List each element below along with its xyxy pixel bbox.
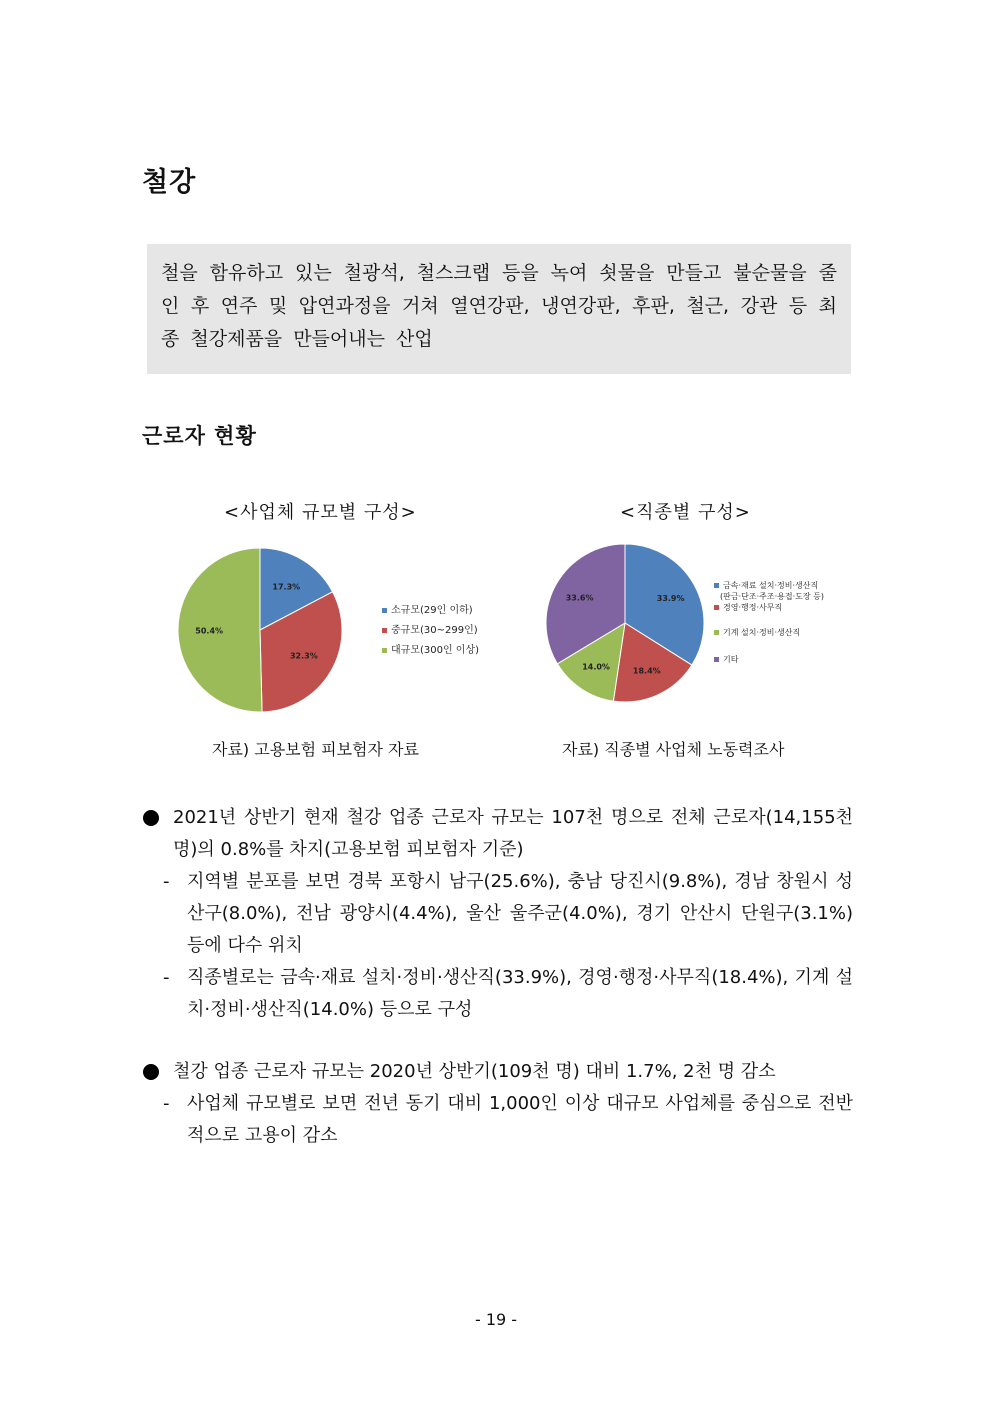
sub-bullet-text: 직종별로는 금속·재료 설치·정비·생산직(33.9%), 경영·행정·사무직(18.4%), 기계 설치·정비·생산직(14.0%) 등으로 구성	[187, 967, 853, 1020]
chart1-title: <사업체 규모별 구성>	[224, 502, 417, 523]
dash-icon: -	[163, 1093, 170, 1114]
page-title: 철강	[142, 167, 197, 198]
legend-swatch	[382, 648, 387, 653]
bullet-text: 철강 업종 근로자 규모는 2020년 상반기(109천 명) 대비 1.7%, 2천 명 감소	[173, 1061, 776, 1082]
sub-bullet-text: 지역별 분포를 보면 경북 포항시 남구(25.6%), 충남 당진시(9.8%), 경남 창원시 성산구(8.0%), 전남 광양시(4.4%), 울산 울주군(4.0%), 경기 안산시 단원구(3.1%) 등에 다수 위치	[187, 871, 853, 956]
chart1-legend	[382, 604, 479, 664]
bullet-section	[143, 802, 853, 1152]
chart2-legend-item	[714, 654, 824, 665]
chart2-source: 자료) 직종별 사업체 노동력조사	[562, 740, 785, 759]
sub-bullet-item	[143, 1088, 853, 1152]
chart2-legend-label: 경영·행정·사무직	[723, 603, 783, 612]
dash-icon: -	[163, 967, 170, 988]
chart2-legend-label: 기계 설치·정비·생산직	[723, 628, 801, 637]
chart1-legend-item	[382, 624, 479, 644]
chart2-legend-subitem	[714, 591, 824, 602]
chart1-legend-label: 소규모(29인 이하)	[391, 605, 473, 616]
sub-bullet-text: 사업체 규모별로 보면 전년 동기 대비 1,000인 이상 대규모 사업체를 중심으로 전반적으로 고용이 감소	[187, 1093, 853, 1146]
bullet-dot-icon	[143, 810, 159, 826]
definition-text: 철을 함유하고 있는 철광석, 철스크랩 등을 녹여 쇳물을 만들고 불순물을 줄인 후 연주 및 압연과정을 거쳐 열연강판, 냉연강판, 후판, 철근, 강관 등 최종 철강제품을 만들어내는 산업	[161, 262, 837, 350]
chart1-pie	[170, 540, 350, 720]
legend-swatch	[382, 608, 387, 613]
definition-box	[147, 244, 851, 374]
page-number: - 19 -	[474, 1310, 518, 1329]
sub-bullet-item	[143, 866, 853, 962]
dash-icon: -	[163, 871, 170, 892]
pie-data-label: 18.4%	[632, 666, 661, 676]
chart1-legend-label: 대규모(300인 이상)	[391, 645, 480, 656]
legend-swatch	[382, 628, 387, 633]
legend-swatch	[714, 630, 719, 635]
chart2-legend-item	[714, 602, 824, 613]
pie-data-label: 33.6%	[565, 593, 594, 603]
chart2-title: <직종별 구성>	[620, 502, 751, 523]
pie-data-label: 50.4%	[195, 626, 224, 636]
legend-swatch	[714, 605, 719, 610]
chart1-legend-label: 중규모(30~299인)	[391, 625, 478, 636]
chart2-legend-item	[714, 627, 824, 638]
chart1-legend-item	[382, 644, 479, 664]
pie-data-label: 33.9%	[656, 593, 685, 603]
section-title: 근로자 현황	[142, 424, 257, 448]
chart2-legend-sublabel: (판금·단조·주조·용접·도장 등)	[720, 592, 824, 601]
bullet-item	[143, 1056, 853, 1088]
chart2-legend-item	[714, 580, 824, 591]
pie-data-label: 14.0%	[582, 662, 610, 672]
chart2-legend	[714, 580, 824, 665]
chart1-source: 자료) 고용보험 피보험자 자료	[212, 740, 419, 759]
chart2-legend-label: 금속·재료 설치·정비·생산직	[723, 581, 819, 590]
pie-data-label: 32.3%	[289, 651, 318, 661]
bullet-item	[143, 802, 853, 866]
chart1-legend-item	[382, 604, 479, 624]
bullet-dot-icon	[143, 1064, 159, 1080]
chart2-legend-label: 기타	[723, 655, 739, 664]
pie-data-label: 17.3%	[272, 582, 301, 592]
legend-swatch	[714, 583, 719, 588]
sub-bullet-item	[143, 962, 853, 1026]
chart2-pie	[545, 540, 715, 720]
bullet-text: 2021년 상반기 현재 철강 업종 근로자 규모는 107천 명으로 전체 근로자(14,155천 명)의 0.8%를 차지(고용보험 피보험자 기준)	[173, 807, 853, 860]
legend-swatch	[714, 657, 719, 662]
